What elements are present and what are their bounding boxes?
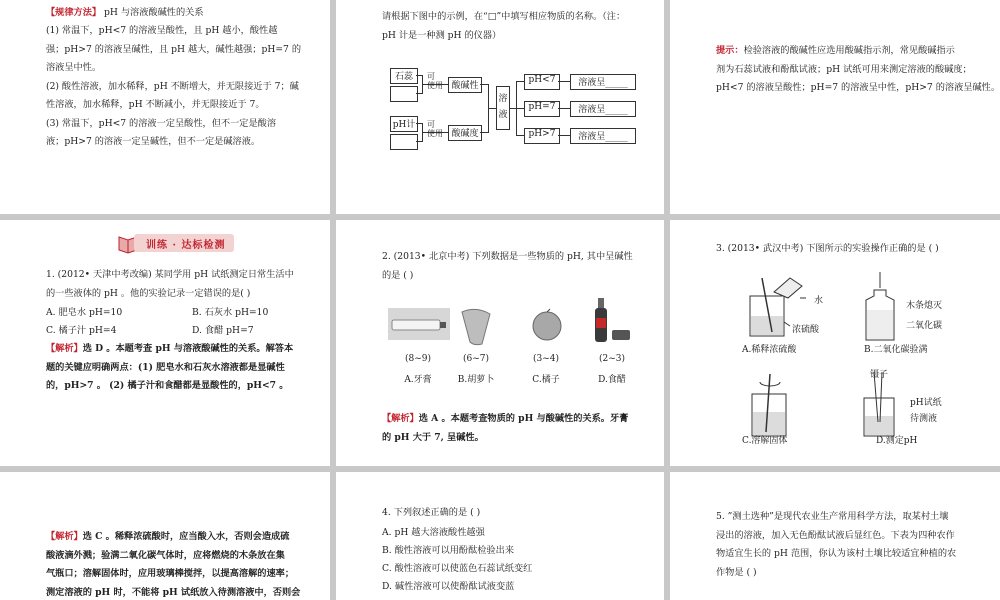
option-a[interactable]: A. pH 越大溶液酸性越强	[382, 527, 485, 538]
answer-line: 选 C 。稀释浓硫酸时，应当酸入水，否则会造成硫	[82, 531, 290, 542]
slide-hint	[670, 0, 1000, 214]
measure-ph-figure	[860, 370, 906, 440]
option-a[interactable]: A.稀释浓硫酸	[742, 345, 797, 355]
option-c[interactable]: C. 酸性溶液可以使蓝色石蕊试纸变红	[382, 563, 533, 574]
intro-line: 请根据下图中的示例，在“□”中填写相应物质的名称。（注：	[382, 11, 626, 22]
can-use-label: 可 使用	[427, 72, 443, 90]
ph-gt-box: pH>7	[524, 128, 560, 144]
option-a[interactable]: A. 肥皂水 pH=10	[46, 307, 123, 318]
result-box[interactable]: 溶液呈_____	[570, 74, 636, 90]
label-ph-paper: pH试纸	[910, 398, 942, 408]
rule-line: 性溶液，加水稀释，pH 不断减小，并无限接近于 7。	[46, 99, 265, 110]
option-d[interactable]: D.食醋	[598, 375, 626, 385]
ph-value-d: (2~3)	[598, 354, 625, 364]
ph-eq-box: pH=7	[524, 101, 560, 117]
answer-line: 的，pH>7 。 (2) 橘子汁和食醋都是显酸性的，pH<7 。	[46, 380, 289, 391]
slide-question-4	[336, 472, 664, 600]
hint-line: pH<7 的溶液呈酸性；pH=7 的溶液呈中性，pH>7 的溶液呈碱性。	[716, 82, 1000, 93]
question-line: 2. (2013• 北京中考) 下列数据是一些物质的 pH, 其中呈碱性	[382, 251, 633, 262]
hint-line: 剂为石蕊试液和酚酞试液；pH 试纸可用来测定溶液的酸碱度；	[716, 63, 972, 75]
answer-1	[46, 340, 293, 396]
rule-body	[46, 22, 301, 152]
rule-line: (3) 常温下，pH<7 的溶液一定呈酸性，但不一定是酸溶	[46, 117, 277, 129]
answer-tag: 【解析】	[382, 413, 419, 424]
result-box[interactable]: 溶液呈_____	[570, 101, 636, 117]
slide-rule-method	[0, 0, 330, 214]
option-c[interactable]: C.橘子	[532, 375, 560, 385]
hint-tag: 提示：	[716, 45, 744, 56]
answer-line: 酸液滴外溅；验满二氧化碳气体时，应将燃烧的木条放在集	[46, 549, 285, 561]
answer-line: 测定溶液的 pH 时，不能将 pH 试纸放入待测溶液中，否则会	[46, 586, 301, 598]
rule-heading	[46, 4, 204, 23]
hint-body	[716, 42, 1000, 98]
question-4-options	[382, 524, 532, 596]
question-line: 作物是 ( )	[716, 566, 757, 578]
label-tweezer: 镊子	[870, 370, 889, 380]
question-2-text	[382, 248, 633, 285]
ph-lt-box: pH<7	[524, 74, 560, 90]
option-b[interactable]: B. 酸性溶液可以用酚酞检验出来	[382, 545, 515, 556]
option-a[interactable]: A.牙膏	[404, 375, 432, 385]
option-c[interactable]: C. 橘子汁 pH=4	[46, 325, 117, 336]
acid-degree-box: 酸碱度	[448, 125, 482, 141]
can-use-label: 可 使用	[427, 120, 443, 138]
training-banner	[116, 230, 236, 256]
rule-title: pH 与溶液酸碱性的关系	[104, 7, 204, 18]
blank-box[interactable]	[390, 134, 418, 150]
label-gas: 二氧化碳	[906, 321, 943, 331]
option-b[interactable]: B.胡萝卜	[457, 375, 495, 385]
co2-bottle-figure	[864, 270, 904, 344]
label-liquid: 待测液	[910, 414, 938, 424]
hint-line: 检验溶液的酸碱性应选用酸碱指示剂，常见酸碱指示	[743, 45, 955, 56]
ph-value-c: (3~4)	[532, 354, 559, 364]
litmus-box: 石蕊	[390, 68, 418, 84]
label-water: 水	[814, 296, 824, 306]
result-box[interactable]: 溶液呈_____	[570, 128, 636, 144]
option-b[interactable]: B.二氧化碳验满	[864, 345, 928, 355]
vinegar-image	[592, 296, 632, 346]
rule-line: (1) 常温下，pH<7 的溶液呈酸性，且 pH 越小，酸性越	[46, 25, 278, 36]
question-4-text: 4. 下列叙述正确的是 ( )	[382, 507, 481, 518]
question-1-options	[46, 304, 306, 340]
rule-line: (2) 酸性溶液，加水稀释，pH 不断增大，并无限接近于 7；碱	[46, 80, 299, 92]
slide-question-1	[0, 220, 330, 466]
answer-line: 题的关键应明确两点：(1) 肥皂水和石灰水溶液都是显碱性	[46, 361, 285, 373]
question-line: 5. ”测土选种”是现代农业生产常用科学方法，取某村土壤	[716, 511, 949, 522]
toothpaste-image	[388, 308, 450, 340]
solution-box: 溶 液	[496, 86, 510, 130]
intro-line: pH 计是一种测 pH 的仪器）	[382, 29, 502, 41]
answer-2	[382, 410, 628, 447]
question-3-text: 3. (2013• 武汉中考) 下图所示的实验操作正确的是 ( )	[716, 243, 939, 254]
ph-value-a: (8~9)	[404, 354, 431, 364]
question-line: 的一些液体的 pH 。他的实验记录一定错误的是( )	[46, 287, 251, 299]
option-b[interactable]: B. 石灰水 pH=10	[192, 307, 269, 318]
slide-answer-3	[0, 472, 330, 600]
label-acid: 浓硫酸	[792, 325, 820, 335]
label-stick: 木条熄灭	[906, 301, 943, 311]
orange-image	[530, 308, 564, 342]
acidity-box: 酸碱性	[448, 77, 482, 93]
answer-tag: 【解析】	[46, 343, 83, 354]
option-d[interactable]: D. 碱性溶液可以使酚酞试液变蓝	[382, 581, 515, 592]
option-c[interactable]: C.溶解固体	[742, 436, 788, 446]
question-line: 的是 ( )	[382, 269, 414, 281]
rule-line: 液；pH>7 的溶液一定呈碱性，但不一定是碱溶液。	[46, 136, 261, 147]
answer-tag: 【解析】	[46, 531, 83, 542]
slide-question-3	[670, 220, 1000, 466]
question-line: 物适宜生长的 pH 范围，你认为该村土壤比较适宜种植的农	[716, 548, 957, 559]
answer-line: 的 pH 大于 7, 呈碱性。	[382, 431, 484, 443]
dissolve-figure	[746, 370, 796, 440]
phmeter-box: pH计	[390, 116, 418, 132]
ph-value-b: (6~7)	[462, 354, 489, 364]
answer-3	[46, 528, 300, 600]
rule-line: 溶液呈中性。	[46, 62, 102, 73]
slide-question-2	[336, 220, 664, 466]
slide-diagram-question	[336, 0, 664, 214]
question-line: 1. (2012• 天津中考改编) 某同学用 pH 试纸测定日常生活中	[46, 269, 294, 280]
option-d[interactable]: D. 食醋 pH=7	[192, 325, 254, 336]
answer-line: 选 D 。本题考查 pH 与溶液酸碱性的关系。解答本	[82, 343, 294, 354]
concept-diagram	[336, 0, 664, 214]
carrot-image	[456, 304, 496, 346]
slide-question-5	[670, 472, 1000, 600]
question-1-text	[46, 266, 294, 303]
rule-tag: 【规律方法】	[46, 7, 102, 18]
question-line: 浸出的溶液，加入无色酚酞试液后显红色。下表为四种农作	[716, 529, 955, 541]
blank-box[interactable]	[390, 86, 418, 102]
answer-line: 气瓶口；溶解固体时，应用玻璃棒搅拌，以提高溶解的速率；	[46, 568, 295, 579]
banner-text: 训练 · 达标检测	[146, 240, 226, 251]
rule-line: 强；pH>7 的溶液呈碱性，且 pH 越大，碱性越强；pH=7 的	[46, 43, 302, 55]
answer-line: 选 A 。本题考查物质的 pH 与酸碱性的关系。牙膏	[418, 413, 629, 424]
question-5-text	[716, 508, 956, 582]
option-d[interactable]: D.测定pH	[876, 436, 918, 446]
